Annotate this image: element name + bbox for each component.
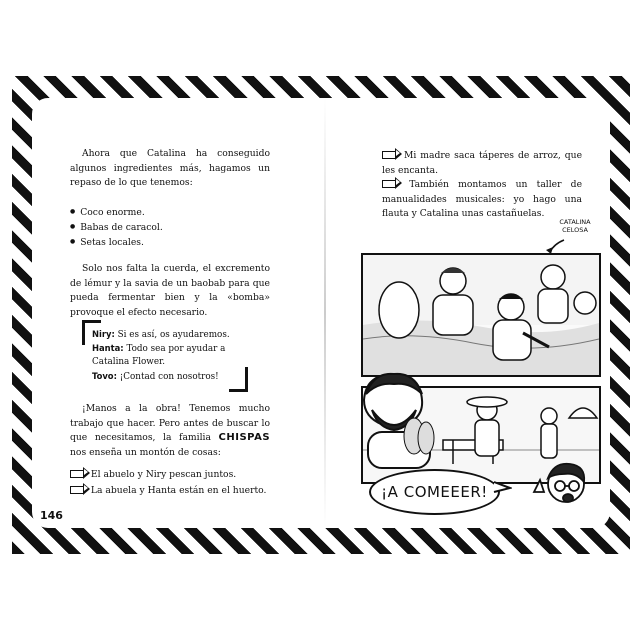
arrow-item: La abuela y Hanta están en el huerto. (70, 484, 280, 499)
bullet-item: ● Setas locales. (70, 235, 144, 250)
comic-panel-beach (361, 253, 601, 377)
paragraph-3: ¡Manos a la obra! Tenemos mucho trabajo que hacer. Pero antes de buscar lo que necesitamos, la familia CHISPAS nos enseña un montón de cosas: (70, 403, 271, 458)
bullet-item: ● Coco enorme. (70, 205, 145, 220)
page-gutter (324, 98, 326, 528)
arrow-item: El abuelo y Niry pescan juntos. (70, 468, 280, 483)
boy-shouting-illustration (530, 458, 592, 508)
dialogue-line: Tovo: ¡Contad con nosotros! (92, 371, 219, 382)
speech-bubble: ¡A COMEEER! (369, 469, 500, 515)
paragraph-2: Solo nos falta la cuerda, el excremento de lémur y la savia de un baobab para que pueda fermentar bien y la «bomba» provoque el efecto necesario. (70, 263, 270, 318)
dialogue-line: Hanta: Todo sea por ayudar a Catalina Flower. (92, 343, 226, 367)
bubble-tail (492, 480, 512, 496)
page-number: 146 (40, 509, 63, 522)
brand-name: CHISPAS (218, 432, 271, 444)
arrow-icon (382, 180, 396, 188)
arrow-icon (382, 151, 396, 159)
comic-caption: CATALINA CELOSA (559, 218, 591, 234)
dialogue-line: Niry: Si es así, os ayudaremos. (92, 329, 230, 340)
intro-paragraph: Ahora que Catalina ha conseguido algunos ingredientes más, hagamos un repaso de lo que tenemos: (70, 148, 270, 189)
arrow-item: Mi madre saca táperes de arroz, que les encanta. (382, 150, 583, 176)
arrow-item: También montamos un taller de manualidades musicales: yo hago una flauta y Catalina unas castañuelas. (382, 179, 583, 220)
arrow-icon (70, 470, 84, 478)
beach-scene-illustration (363, 255, 599, 375)
arrow-icon (70, 486, 84, 494)
grandfather-illustration (354, 370, 446, 470)
bullet-item: ● Babas de caracol. (70, 220, 163, 235)
dialogue-box (88, 322, 248, 392)
